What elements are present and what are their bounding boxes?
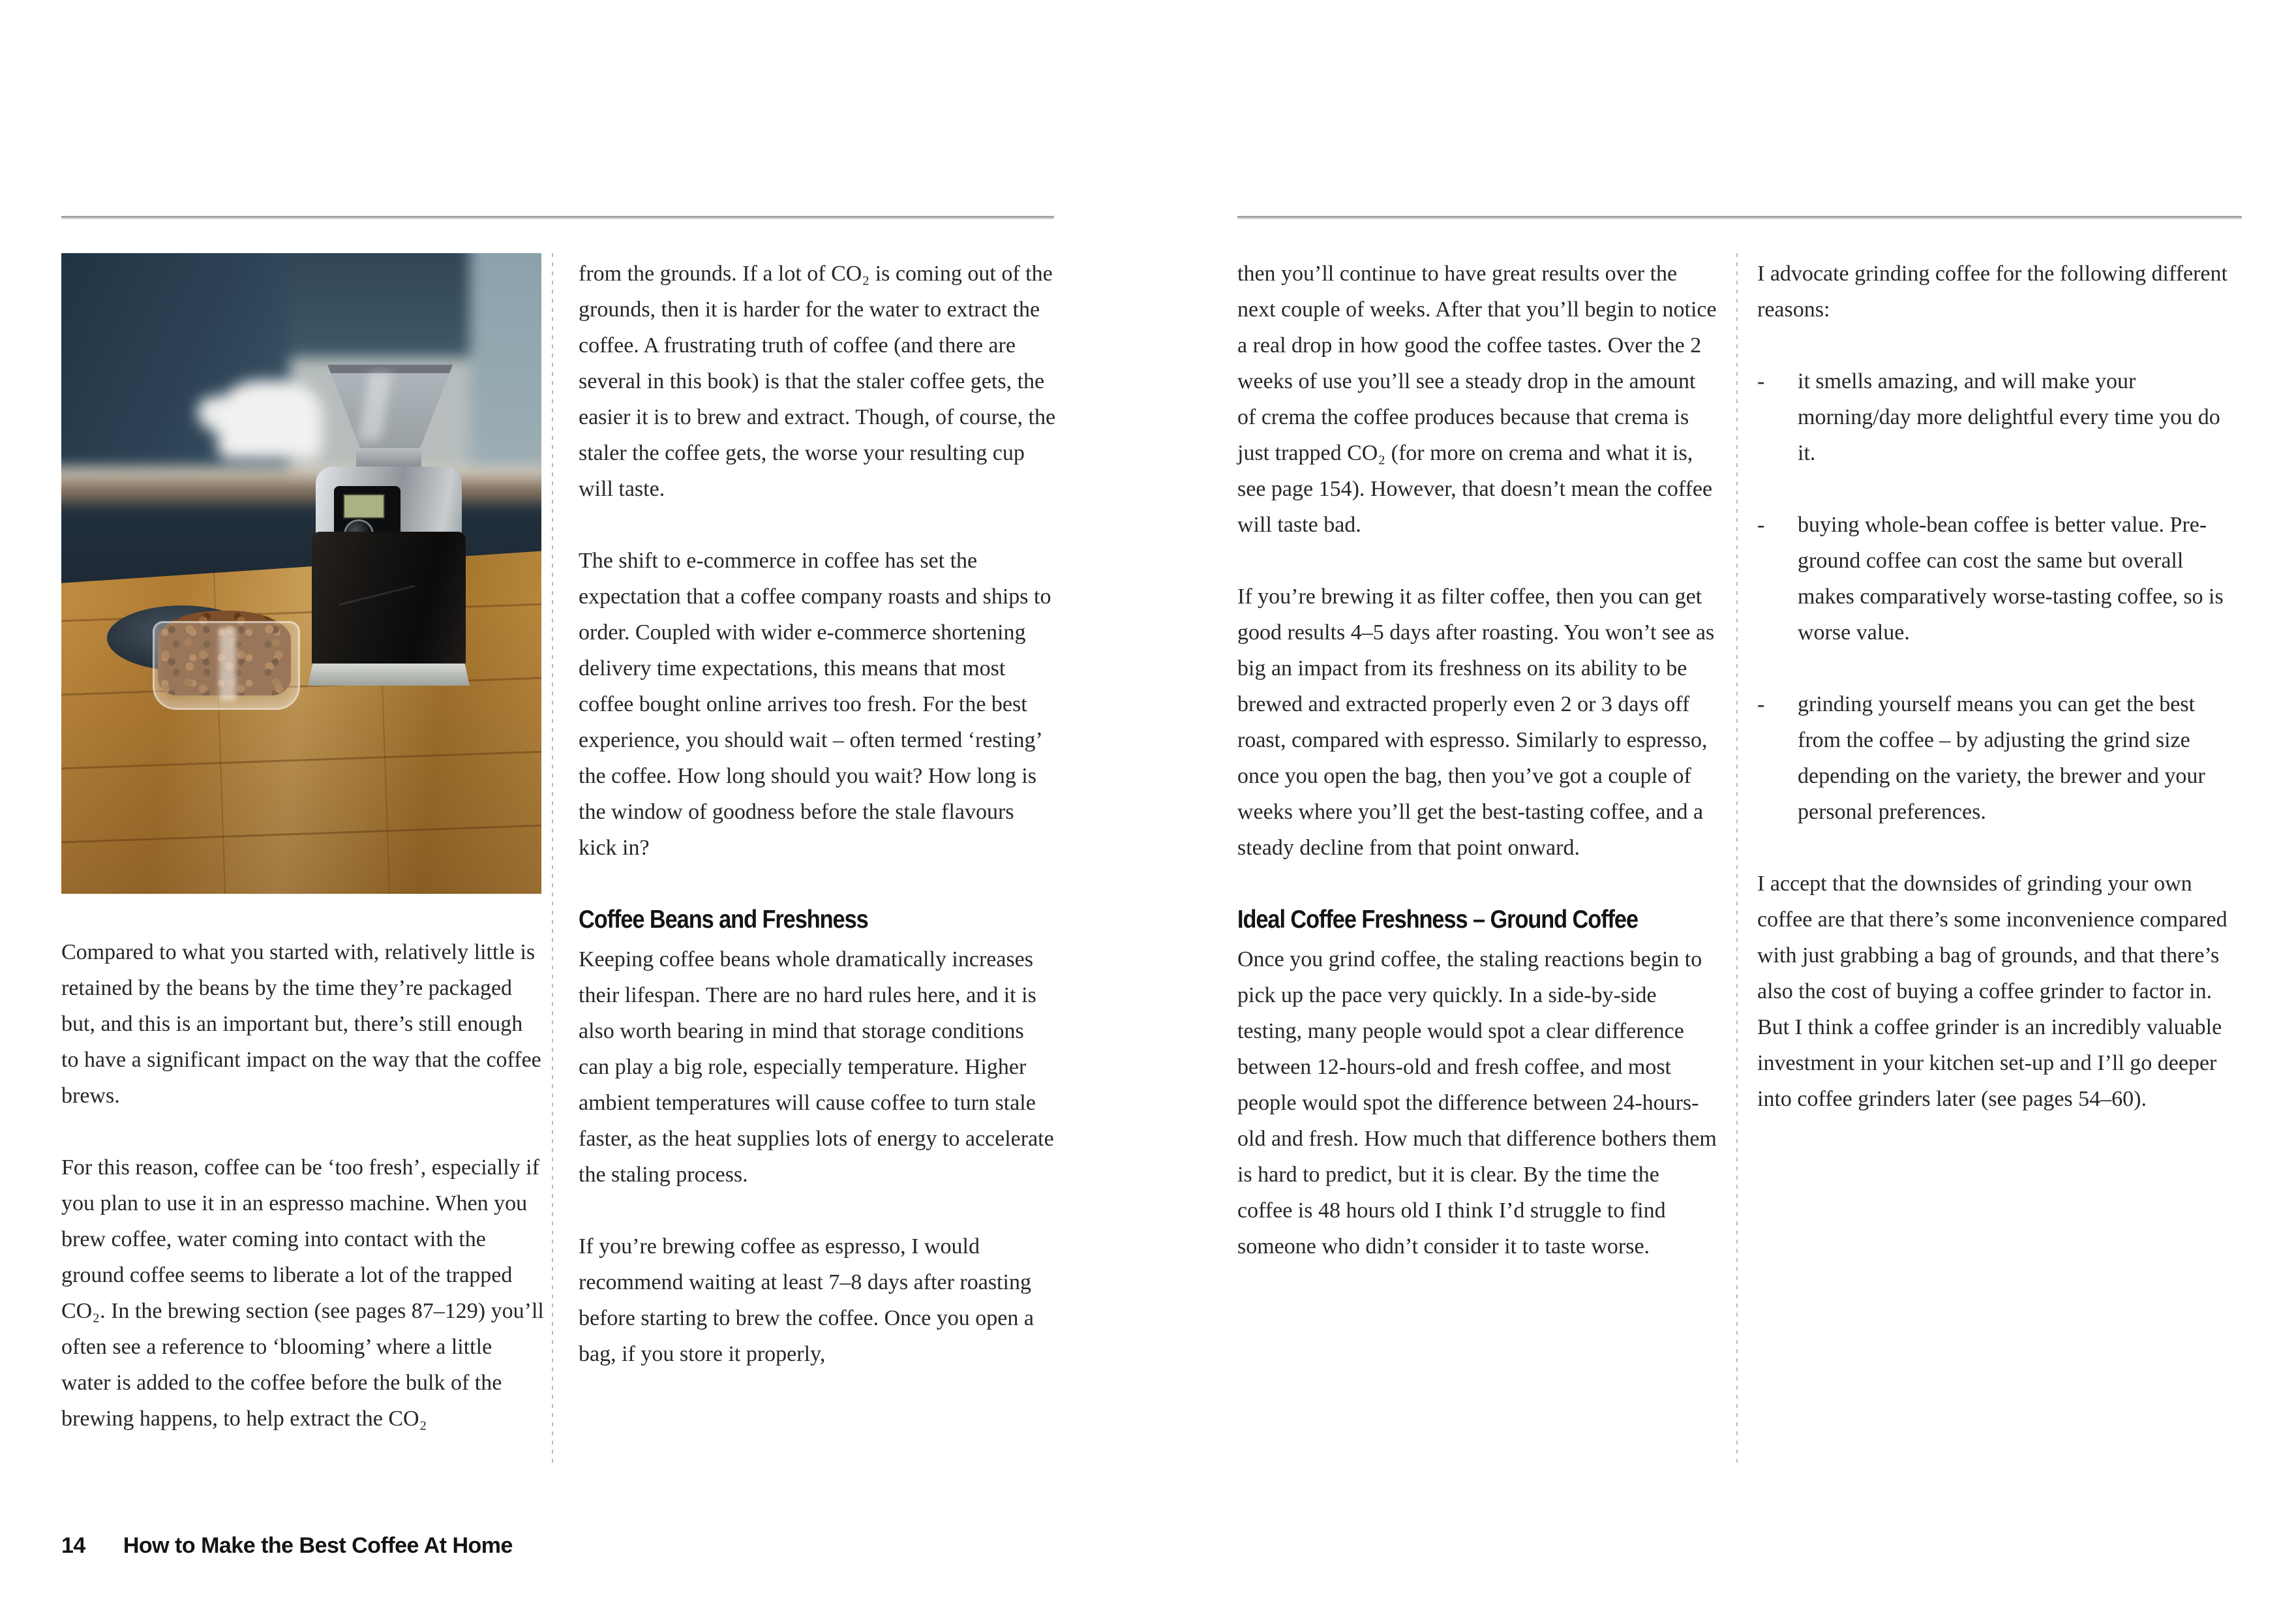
paragraph: If you’re brewing coffee as espresso, I would recommend waiting at least 7–8 days after roasting before starting to brew the coffee. Once you open a bag, if you store it properly, [579, 1234, 1034, 1366]
paragraph: I accept that the downsides of grinding your own coffee are that there’s some inconvenience compared with just grabbing a bag of grounds, and that there’s also the cost of buying a coffee grinder to factor in. But I think a coffee grinder is an incredibly valuable investment in your kitchen set-up and I’ll go deeper into coffee grinders later (see pages 54–60). [1757, 872, 2228, 1111]
running-title: How to Make the Best Coffee At Home [123, 1533, 513, 1558]
bullet-text: it smells amazing, and will make your morning/day more delightful every time you do it. [1798, 369, 2220, 465]
bullet-dash: - [1757, 692, 1765, 716]
right-page-column-1 [1237, 256, 1717, 1300]
list-item [1757, 686, 2243, 830]
coffee-beans-bowl [153, 611, 296, 706]
section-heading: Ideal Coffee Freshness – Ground Coffee [1237, 906, 1639, 934]
paragraph: from the grounds. If a lot of CO₂ is coming out of the grounds, then it is harder for the water to extract the coffee. A frustrating truth of coffee (and there are several in this book) is that the staler coffee gets, the easier it is to brew and extract. Though, of course, the staler the coffee gets, the worse your resulting cup will taste. [579, 262, 1056, 501]
paragraph: For this reason, coffee can be ‘too fresh’, especially if you plan to use it in an espresso machine. When you brew coffee, water coming into contact with the ground coffee seems to liberate a lot of the trapped CO₂. In the brewing section (see pages 87–129) you’ll often see a reference to ‘blooming’ where a little water is added to the coffee before the bulk of the brewing happens, to help extract the CO₂ [61, 1155, 544, 1431]
glass-highlight [219, 628, 236, 701]
bullet-dash: - [1757, 513, 1765, 537]
paragraph: then you’ll continue to have great results over the next couple of weeks. After that you’ll begin to notice a real drop in how good the coffee tastes. Over the 2 weeks of use you’ll see a steady drop in the amount of crema the coffee produces because that crema is just trapped CO₂ (for more on crema and what it is, see page 154). However, that doesn’t mean the coffee will taste bad. [1237, 262, 1717, 537]
paragraph: Compared to what you started with, relatively little is retained by the beans by the time they’re packaged but, and this is an important but, there’s still enough to have a significant impact on the way that the coffee brews. [61, 940, 541, 1108]
right-wall [470, 253, 541, 495]
paragraph: I advocate grinding coffee for the following different reasons: [1757, 262, 2228, 322]
left-page-footer [61, 1533, 1054, 1559]
section-heading: Coffee Beans and Freshness [579, 906, 868, 934]
left-page-column-separator [552, 253, 553, 1468]
left-page-top-rule [61, 216, 1054, 219]
white-kettle [218, 380, 322, 459]
grinder-lower-body [312, 532, 466, 671]
paragraph: The shift to e-commerce in coffee has set the expectation that a coffee company roasts and ships to order. Coupled with wider e-commerce shortening delivery time expectations, this means that most coffee bought online arrives too fresh. For the best experience, you should wait – often termed ‘resting’ the coffee. How long should you wait? How long is the window of goodness before the stale flavours kick in? [579, 549, 1051, 860]
page-number: 14 [61, 1533, 85, 1558]
paragraph: Once you grind coffee, the staling reactions begin to pick up the pace very quickly. In a side-by-side testing, many people would spot a clear difference between 12-hours-old and fresh coffee, and most people would spot the difference between 24-hours-old and fresh. How much that difference bothers them is hard to predict, but it is clear. By the time the coffee is 48 hours old I think I’d struggle to find someone who didn’t consider it to taste worse. [1237, 947, 1717, 1259]
list-item [1757, 363, 2243, 471]
hopper-shine [359, 373, 391, 440]
bullet-dash: - [1757, 369, 1765, 393]
right-page-column-separator [1736, 253, 1738, 1468]
countertop [61, 467, 541, 505]
grinder-lcd-screen [343, 494, 385, 519]
list-item [1757, 507, 2243, 650]
grinder-hopper [327, 365, 453, 451]
coffee-grinder [312, 365, 466, 686]
left-page-column-1 [61, 934, 544, 1473]
left-page-column-2 [579, 256, 1056, 1408]
bullet-text: grinding yourself means you can get the best from the coffee – by adjusting the grind size depending on the variety, the brewer and your personal preferences. [1798, 692, 2205, 824]
paragraph: If you’re brewing it as filter coffee, then you can get good results 4–5 days after roasting. You won’t see as big an impact from its freshness on its ability to be brewed and extracted properly even 2 or 3 days off roast, compared with espresso. Similarly to espresso, once you open the bag, then you’ve got a couple of weeks where you’ll get the best-tasting coffee, and a steady decline from that point onward. [1237, 585, 1715, 860]
coffee-grinder-photo [61, 253, 541, 894]
paragraph: Keeping coffee beans whole dramatically increases their lifespan. There are no hard rules here, and it is also worth bearing in mind that storage conditions can play a big role, especially temperature. Higher ambient temperatures will cause coffee to turn stale faster, as the heat supplies lots of energy to accelerate the staling process. [579, 947, 1054, 1187]
right-page-column-2 [1757, 256, 2243, 1153]
grinder-base [308, 664, 470, 686]
bullet-text: buying whole-bean coffee is better value. Pre-ground coffee can cost the same but overall makes comparatively worse-tasting coffee, so is worse value. [1798, 513, 2224, 645]
right-page-top-rule [1237, 216, 2242, 219]
grinder-body-accent-line [339, 585, 415, 606]
